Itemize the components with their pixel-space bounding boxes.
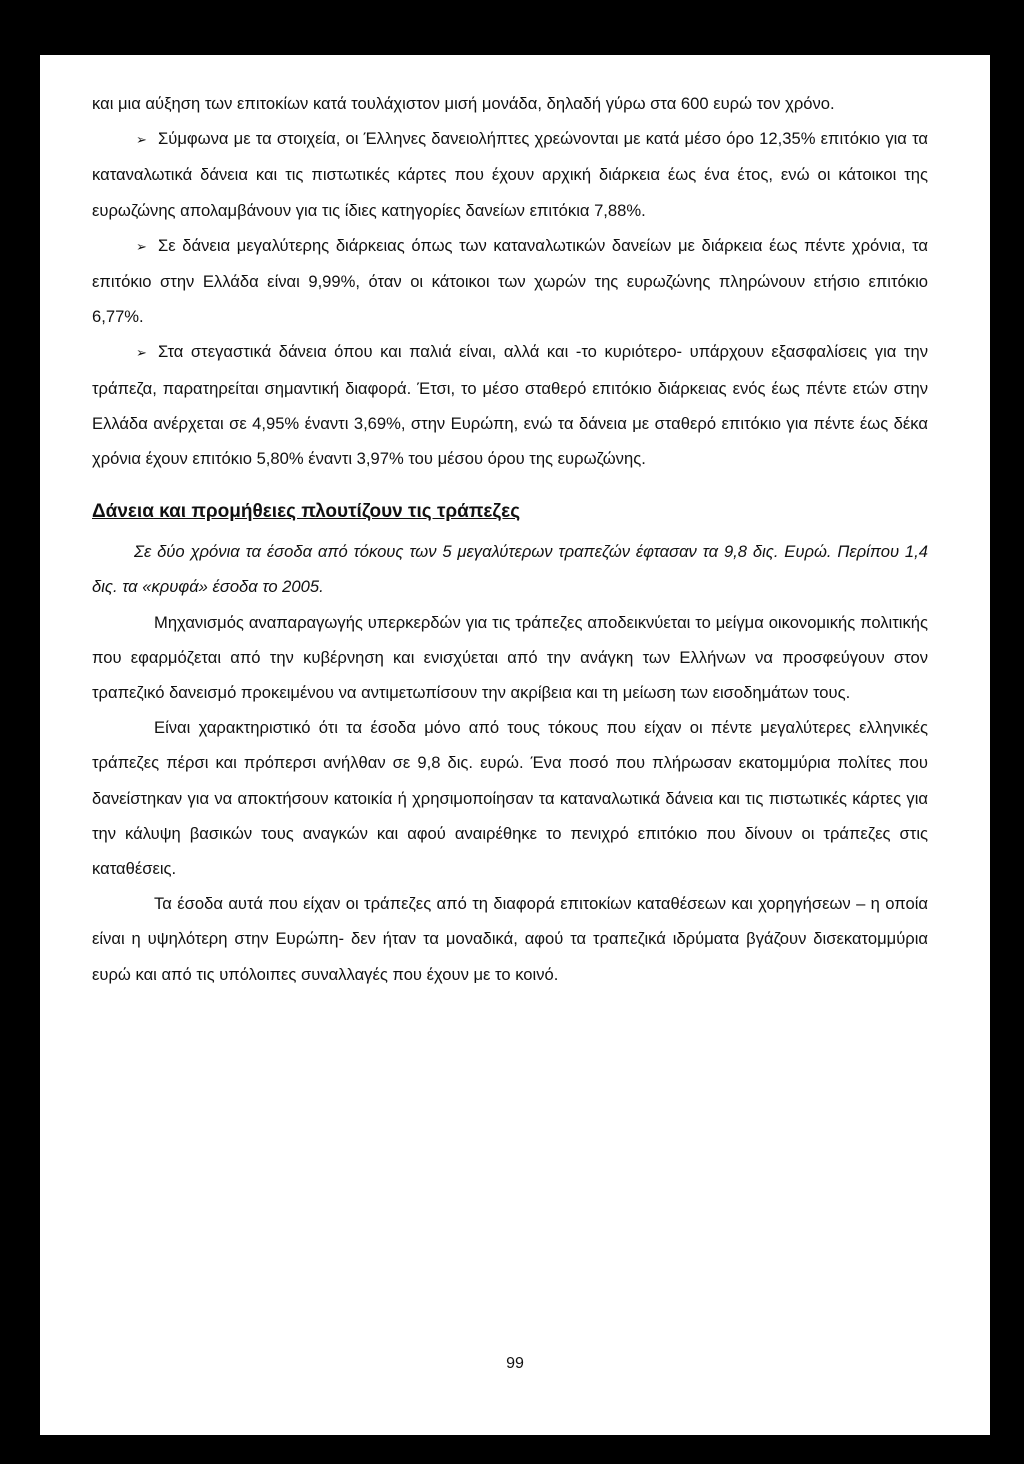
document-page xyxy=(40,55,990,1435)
arrow-bullet-icon: ➢ xyxy=(136,132,147,148)
document-body xyxy=(92,86,928,992)
paragraph-mechanism: Μηχανισμός αναπαραγωγής υπερκερδών για τις τράπεζες αποδεικνύεται το μείγμα οικονομικής πολιτικής που εφαρμόζεται από την κυβέρνηση και ενισχύεται από την ανάγκη των Ελλήνων να προσφεύγουν στον τραπεζικό δανεισμό προκειμένου να αντιμετωπίσουν την ακρίβεια και τη μείωση των εισοδημάτων τους. xyxy=(92,612,928,703)
paragraph-interest-income: Είναι χαρακτηριστικό ότι τα έσοδα μόνο από τους τόκους που είχαν οι πέντε μεγαλύτερες ελληνικές τράπεζες πέρσι και πρόπερσι ανήλθαν σε 9,8 δις. ευρώ. Ένα ποσό που πλήρωσαν εκατομμύρια πολίτες που δανείστηκαν για να αποκτήσουν κατοικία ή χρησιμοποίησαν τα καταναλωτικά δάνεια και τις πιστωτικές κάρτες για την κάλυψη βασικών τους αναγκών και αφού αναιρέθηκε το πενιχρό επιτόκιο που δίνουν οι τράπεζες στις καταθέσεις. xyxy=(92,718,928,879)
section-heading: Δάνεια και προμήθειες πλουτίζουν τις τράπεζες xyxy=(92,501,521,523)
section-subheading: Σε δύο χρόνια τα έσοδα από τόκους των 5 μεγαλύτερων τραπεζών έφτασαν τα 9,8 δις. Ευρώ. Περίπου 1,4 δις. τα «κρυφά» έσοδα το 2005. xyxy=(92,542,928,597)
bullet-text: Στα στεγαστικά δάνεια όπου και παλιά είναι, αλλά και -το κυριότερο- υπάρχουν εξασφαλίσεις για την τράπεζα, παρατηρείται σημαντική διαφορά. Έτσι, το μέσο σταθερό επιτόκιο διάρκειας ενός έως πέντε ετών στην Ελλάδα ανέρχεται σε 4,95% έναντι 3,69%, στην Ευρώπη, ενώ τα δάνεια με σταθερό επιτόκιο για πέντε έως δέκα χρόνια έχουν επιτόκιο 5,80% έναντι 3,97% του μέσου όρου της ευρωζώνης. xyxy=(92,342,928,469)
paragraph-continuation: και μια αύξηση των επιτοκίων κατά τουλάχιστον μισή μονάδα, δηλαδή γύρω στα 600 ευρώ τον χρόνο. xyxy=(92,94,835,113)
page-number: 99 xyxy=(506,1355,524,1372)
bullet-text: Σε δάνεια μεγαλύτερης διάρκειας όπως των καταναλωτικών δανείων με διάρκεια έως πέντε χρόνια, τα επιτόκιο στην Ελλάδα είναι 9,99%, όταν οι κάτοικοι των χωρών της ευρωζώνης πληρώνουν ετήσιο επιτόκιο 6,77%. xyxy=(92,235,928,327)
bullet-item-longer-loans xyxy=(92,228,928,335)
arrow-bullet-icon: ➢ xyxy=(136,238,147,254)
bullet-item-interest-rates xyxy=(92,121,928,228)
arrow-bullet-icon: ➢ xyxy=(136,345,147,361)
bullet-text: Σύμφωνα με τα στοιχεία, οι Έλληνες δανειολήπτες χρεώνονται με κατά μέσο όρο 12,35% επιτόκιο για τα καταναλωτικά δάνεια και τις πιστωτικές κάρτες που έχουν αρχική διάρκεια έως ένα έτος, ενώ οι κάτοικοι της ευρωζώνης απολαμβάνουν για τις ίδιες κατηγορίες δανείων επιτόκια 7,88%. xyxy=(92,129,928,220)
bullet-item-housing-loans xyxy=(92,334,928,476)
paragraph-other-income: Τα έσοδα αυτά που είχαν οι τράπεζες από τη διαφορά επιτοκίων καταθέσεων και χορηγήσεων – η οποία είναι η υψηλότερη στην Ευρώπη- δεν ήταν τα μοναδικά, αφού τα τραπεζικά ιδρύματα βγάζουν δισεκατομμύρια ευρώ και από τις υπόλοιπες συναλλαγές που έχουν με το κοινό. xyxy=(92,894,928,984)
